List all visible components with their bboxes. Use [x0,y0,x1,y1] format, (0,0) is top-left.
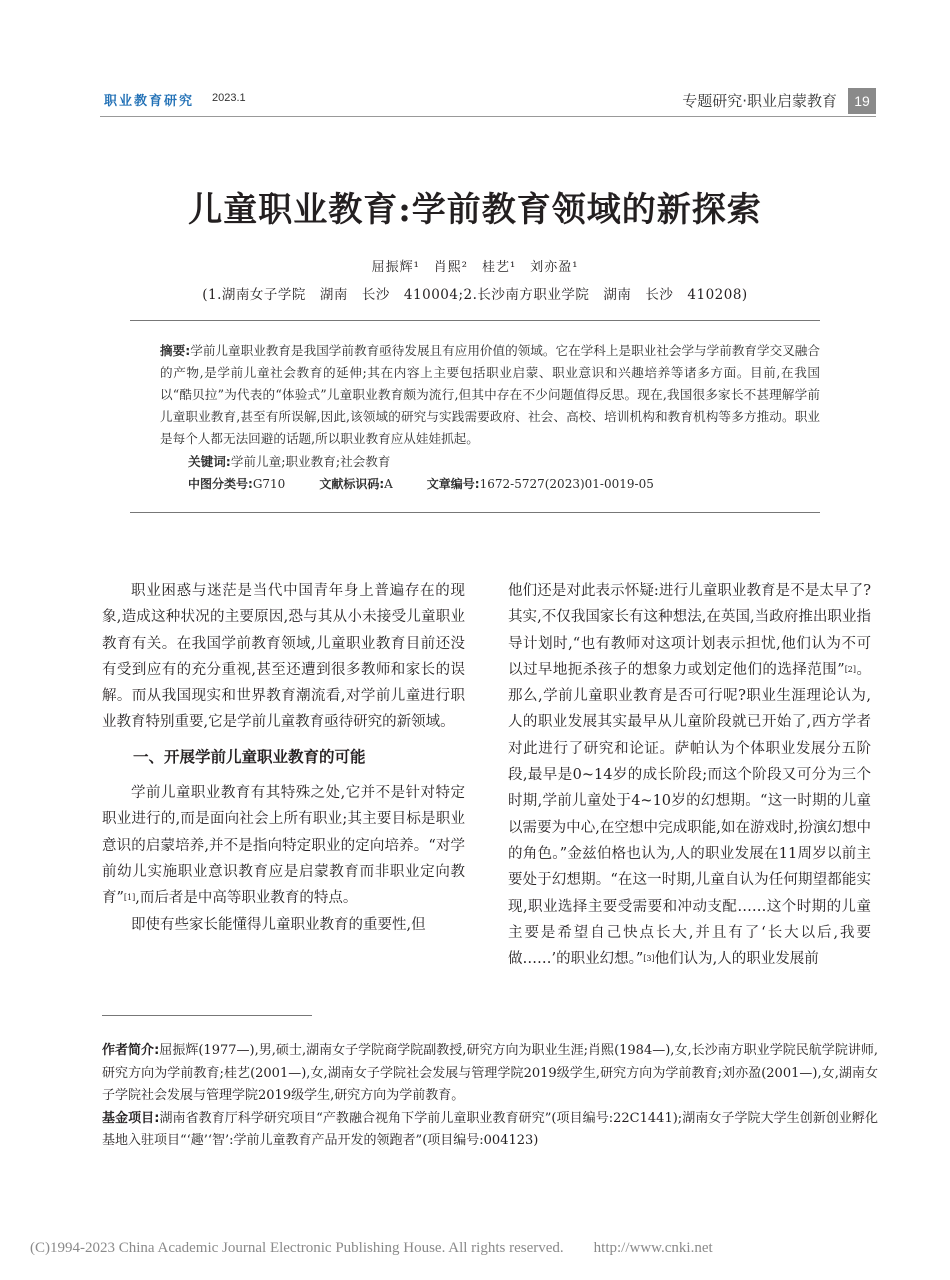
paragraph-text: 。那么,学前儿童职业教育是否可行呢?职业生涯理论认为,人的职业发展其实最早从儿童阶段就已开始了,西方学者对此进行了研究和论证。萨帕认为个体职业发展分五阶段,最早是0~14岁的成长阶段;而这个阶段又可分为三个时期,学前儿童处于4~10岁的幻想期。“这一时期的儿童以需要为中心,在空想中完成职能,如在游戏时,扮演幻想中的角色。”金兹伯格也认为,人的职业发展在11周岁以前主要处于幻想期。“在这一时期,儿童自认为任何期望都能实现,职业选择主要受需要和冲动支配……这个时期的儿童主要是希望自己快点长大,并且有了‘长大以后,我要做……’的职业幻想。” [508,661,871,968]
classification-line [188,475,654,492]
article-title: 儿童职业教育:学前教育领域的新探索 [188,190,762,230]
section-heading: 一、开展学前儿童职业教育的可能 [133,747,366,766]
affiliation: (1.湖南女子学院 湖南 长沙 410004;2.长沙南方职业学院 湖南 长沙 410208) [202,287,748,303]
body-paragraph: 即使有些家长能懂得儿童职业教育的重要性,但 [131,916,426,933]
author-bio [102,1040,878,1108]
keywords [188,451,390,470]
citation-ref[interactable]: [1] [123,893,136,903]
article-number-label: 文章编号: [426,477,480,491]
body-paragraph: 职业困惑与迷茫是当代中国青年身上普遍存在的现象,造成这种状况的主要原因,恐与其从小未接受儿童职业教育有关。在我国学前教育领域,儿童职业教育目前还没有受到应有的充分重视,甚至还遭到很多教师和家长的误解。而从我国现实和世界教育潮流看,对学前儿童进行职业教育特别重要,它是学前儿童教育亟待研究的新领域。 [102,583,465,731]
footnotes [102,1040,878,1153]
funding-label: 基金项目: [102,1110,160,1126]
clc-value: G710 [252,477,286,491]
keywords-text: 学前儿童;职业教育;社会教育 [230,454,391,469]
citation-ref[interactable]: [3] [643,954,655,964]
funding-text: 湖南省教育厅科学研究项目“产教融合视角下学前儿童职业教育研究”(项目编号:22C1441);湖南女子学院大学生创新创业孵化基地入驻项目“‘趣’‘智’:学前儿童教育产品开发的领跑者”(项目编号:004123) [102,1110,878,1148]
footnote-divider [102,1015,312,1016]
body-paragraph [102,780,465,911]
paragraph-text: 学前儿童职业教育有其特殊之处,它并不是针对特定职业进行的,而是面向社会上所有职业;其主要目标是职业意识的启蒙培养,并不是指向特定职业的定向培养。“对学前幼儿实施职业意识教育应是启蒙教育而非职业定向教育” [102,785,465,907]
abstract-top-rule [130,320,820,321]
keywords-label: 关键词: [188,454,231,469]
funding-note [102,1108,878,1153]
author-bio-label: 作者简介: [102,1043,160,1058]
header-divider [100,116,876,117]
doc-code-label: 文献标识码: [319,477,385,491]
body-paragraph [508,578,871,972]
abstract [160,340,820,450]
paragraph-text: 他们认为,人的职业发展前 [654,951,819,968]
paragraph-text: 他们还是对此表示怀疑:进行儿童职业教育是不是太早了?其实,不仅我国家长有这种想法,在英国,当政府推出职业指导计划时,“也有教师对这项计划表示担忧,他们认为不可以过早地扼杀孩子的想象力或划定他们的选择范围” [508,583,871,678]
article-number-value: 1672-5727(2023)01-0019-05 [479,477,654,491]
journal-name: 职业教育研究 [104,94,195,109]
abstract-text: 学前儿童职业教育是我国学前教育亟待发展且有应用价值的领域。它在学科上是职业社会学与学前教育学交叉融合的产物,是学前儿童社会教育的延伸;其在内容上主要包括职业启蒙、职业意识和兴趣培养等诸多方面。目前,在我国以“酷贝拉”为代表的“体验式”儿童职业教育颇为流行,但其中存在不少问题值得反思。现在,我国很多家长不甚理解学前儿童职业教育,甚至有所误解,因此,该领域的研究与实践需要政府、社会、高校、培训机构和教育机构等多方推动。职业是每个人都无法回避的话题,所以职业教育应从娃娃抓起。 [160,343,820,446]
page-number-badge: 19 [848,88,876,114]
body-left-column [102,578,465,938]
doc-code-value: A [384,477,393,491]
section-label: 专题研究·职业启蒙教育 [682,92,837,110]
copyright-notice: (C)1994-2023 China Academic Journal Electronic Publishing House. All rights reserved. http://www.cnki.net [30,1240,713,1256]
citation-ref[interactable]: [2] [844,664,857,674]
author-list: 屈振辉¹ 肖熙² 桂艺¹ 刘亦盈¹ [371,260,579,275]
body-right-column [508,578,871,972]
abstract-label: 摘要: [160,343,191,358]
issue-label: 2023.1 [212,92,246,104]
clc-label: 中图分类号: [188,477,253,491]
abstract-bottom-rule [130,512,820,513]
author-bio-text: 屈振辉(1977—),男,硕士,湖南女子学院商学院副教授,研究方向为职业生涯;肖熙(1984—),女,长沙南方职业学院民航学院讲师,研究方向为学前教育;桂艺(2001—),女,湖南女子学院社会发展与管理学院2019级学生,研究方向为学前教育;刘亦盈(2001—),女,湖南女子学院社会发展与管理学院2019级学生,研究方向为学前教育。 [102,1043,879,1103]
paragraph-text: ,而后者是中高等职业教育的特点。 [135,890,358,907]
